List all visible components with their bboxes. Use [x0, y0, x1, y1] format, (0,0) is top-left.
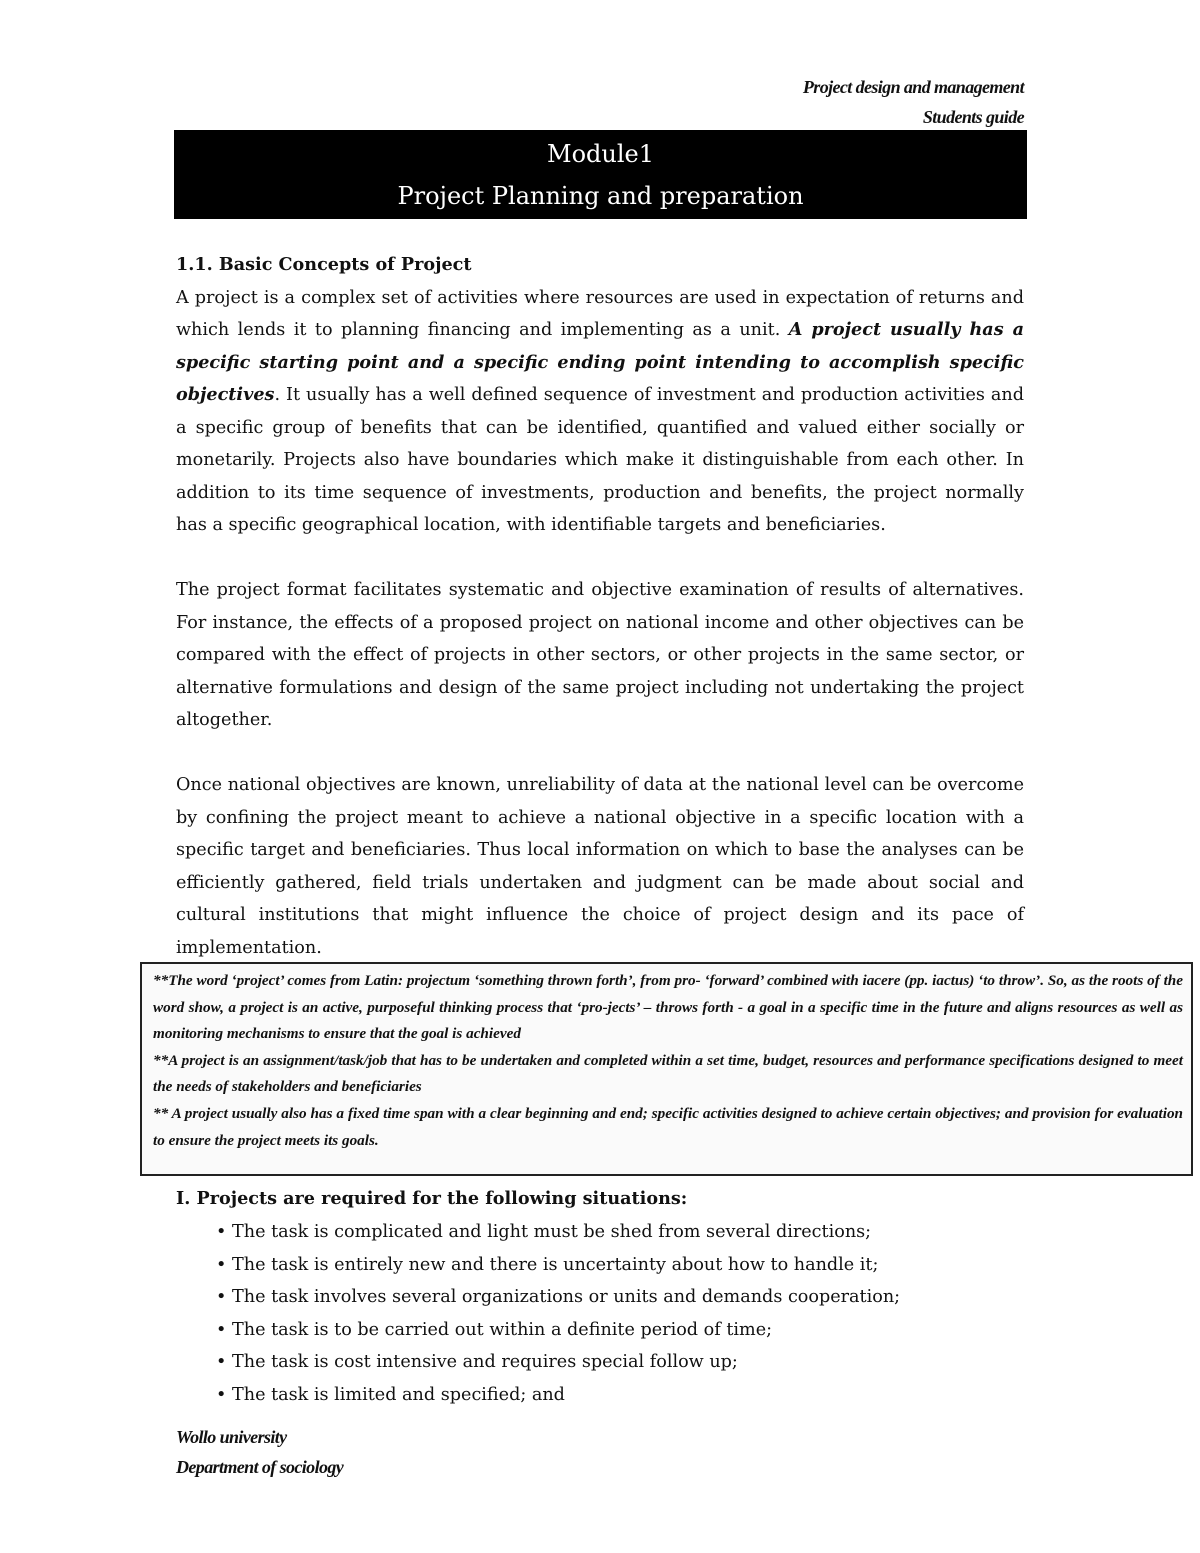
paragraph-1-emphasis: A project usually has a specific starting point and a specific ending point intending to accomplish specific objectives [176, 319, 1024, 405]
footer-university: Wollo university [176, 1427, 287, 1447]
main-content [176, 249, 1024, 964]
list-item: • The task involves several organizations or units and demands cooperation; [216, 1281, 900, 1314]
bullet-icon: • [216, 1352, 227, 1372]
section-heading-projects-required: I. Projects are required for the following situations: [176, 1188, 688, 1209]
callout-item: **The word ‘project’ comes from Latin: projectum ‘something thrown forth’, from pro- ‘forward’ combined with iacere (pp. iactus) ‘to throw’. So, as the roots of the word show, a project is an active, purposeful thinking process that ‘pro-jects’ – throws forth - a goal in a specific time in the future and aligns resources as well as monitoring mechanisms to ensure that the goal is achieved [153, 972, 1183, 1043]
page-footer [176, 1422, 343, 1482]
list-item: • The task is entirely new and there is uncertainty about how to handle it; [216, 1249, 900, 1282]
paragraph-1-intro: A project is a complex set of activities where resources are used in expectation of returns and which lends it to planning financing and implementing as a unit. [176, 287, 1024, 340]
bullet-icon: • [216, 1222, 227, 1242]
situations-list [216, 1216, 900, 1411]
paragraph-1 [176, 282, 1024, 542]
module-banner [174, 130, 1027, 219]
page-header [803, 72, 1024, 132]
definition-callout-box [140, 962, 1193, 1176]
bullet-icon: • [216, 1254, 227, 1275]
section-heading-basic-concepts: 1.1. Basic Concepts of Project [176, 254, 472, 275]
paragraph-1-rest: . It usually has a well defined sequence of investment and production activities and a specific group of benefits that can be identified, quantified and valued either socially or monetarily. Projects also have boundaries which make it distinguishable from each other. In addition to its time sequence of investments, production and benefits, the project normally has a specific geographical location, with identifiable targets and beneficiaries. [176, 385, 1024, 535]
module-title: Project Planning and preparation [397, 182, 804, 210]
header-guide-label: Students guide [922, 107, 1024, 127]
callout-item: ** A project usually also has a fixed time span with a clear beginning and end; specific activities designed to achieve certain objectives; and provision for evaluation to ensure the project meets its goals. [153, 1104, 1183, 1149]
list-item: • The task is to be carried out within a definite period of time; [216, 1314, 900, 1347]
callout-item: **A project is an assignment/task/job that has to be undertaken and completed within a set time, budget, resources and performance specifications designed to meet the needs of stakeholders and beneficiaries [153, 1051, 1183, 1096]
paragraph-3: Once national objectives are known, unreliability of data at the national level can be overcome by confining the project meant to achieve a national objective in a specific location with a specific target and beneficiaries. Thus local information on which to base the analyses can be efficiently gathered, field trials undertaken and judgment can be made about social and cultural institutions that might influence the choice of project design and its pace of implementation. [176, 775, 1024, 958]
paragraph-2: The project format facilitates systematic and objective examination of results of alternatives. For instance, the effects of a proposed project on national income and other objectives can be compared with the effect of projects in other sectors, or other projects in the same sector, or alternative formulations and design of the same project including not undertaking the project altogether. [176, 580, 1024, 730]
bullet-icon: • [216, 1384, 227, 1405]
bullet-icon: • [216, 1319, 227, 1340]
paragraph-gap [176, 542, 1024, 575]
paragraph-gap [176, 737, 1024, 770]
list-item: • The task is complicated and light must be shed from several directions; [216, 1216, 900, 1249]
footer-department: Department of sociology [176, 1457, 344, 1477]
module-number: Module1 [547, 140, 654, 168]
header-course-title: Project design and management [802, 77, 1024, 97]
list-item: • The task is cost intensive and requires special follow up; [216, 1346, 900, 1379]
list-item: • The task is limited and specified; and [216, 1379, 900, 1412]
bullet-icon: • [216, 1287, 227, 1307]
